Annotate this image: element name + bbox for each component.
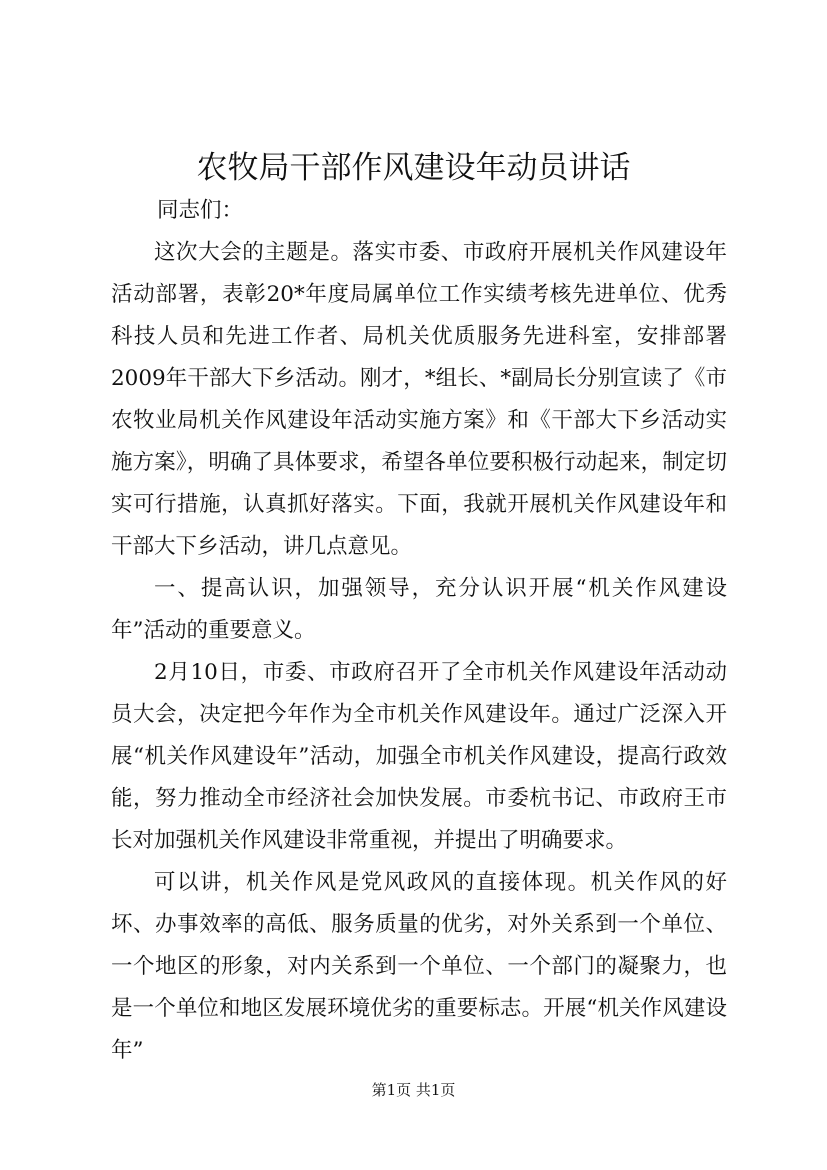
- paragraph-2-heading: 一、提高认识，加强领导，充分认识开展“机关作风建设年”活动的重要意义。: [111, 576, 727, 643]
- document-title: 农牧局干部作风建设年动员讲话: [196, 150, 631, 186]
- paragraph-4: 可以讲，机关作风是党风政风的直接体现。机关作风的好坏、办事效率的高低、服务质量的优劣，对外关系到一个单位、一个地区的形象，对内关系到一个单位、一个部门的凝聚力，也是一个单位和地区发展环境优劣的重要标志。开展“机关作风建设年”: [111, 870, 727, 1063]
- page-footer: 第1页 共1页: [371, 1081, 456, 1099]
- document-body: [111, 190, 727, 1072]
- salutation: 同志们：: [157, 198, 244, 223]
- paragraph-1: 这次大会的主题是。落实市委、市政府开展机关作风建设年活动部署，表彰20*年度局属单位工作实绩考核先进单位、优秀科技人员和先进工作者、局机关优质服务先进科室，安排部署2009年干部大下乡活动。刚才，*组长、*副局长分别宣读了《市农牧业局机关作风建设年活动实施方案》和《干部大下乡活动实施方案》，明确了具体要求，希望各单位要积极行动起来，制定切实可行措施，认真抓好落实。下面，我就开展机关作风建设年和干部大下乡活动，讲几点意见。: [111, 240, 727, 559]
- paragraph-3: 2月10日，市委、市政府召开了全市机关作风建设年活动动员大会，决定把今年作为全市机关作风建设年。通过广泛深入开展“机关作风建设年”活动，加强全市机关作风建设，提高行政效能，努力推动全市经济社会加快发展。市委杭书记、市政府王市长对加强机关作风建设非常重视，并提出了明确要求。: [111, 660, 727, 853]
